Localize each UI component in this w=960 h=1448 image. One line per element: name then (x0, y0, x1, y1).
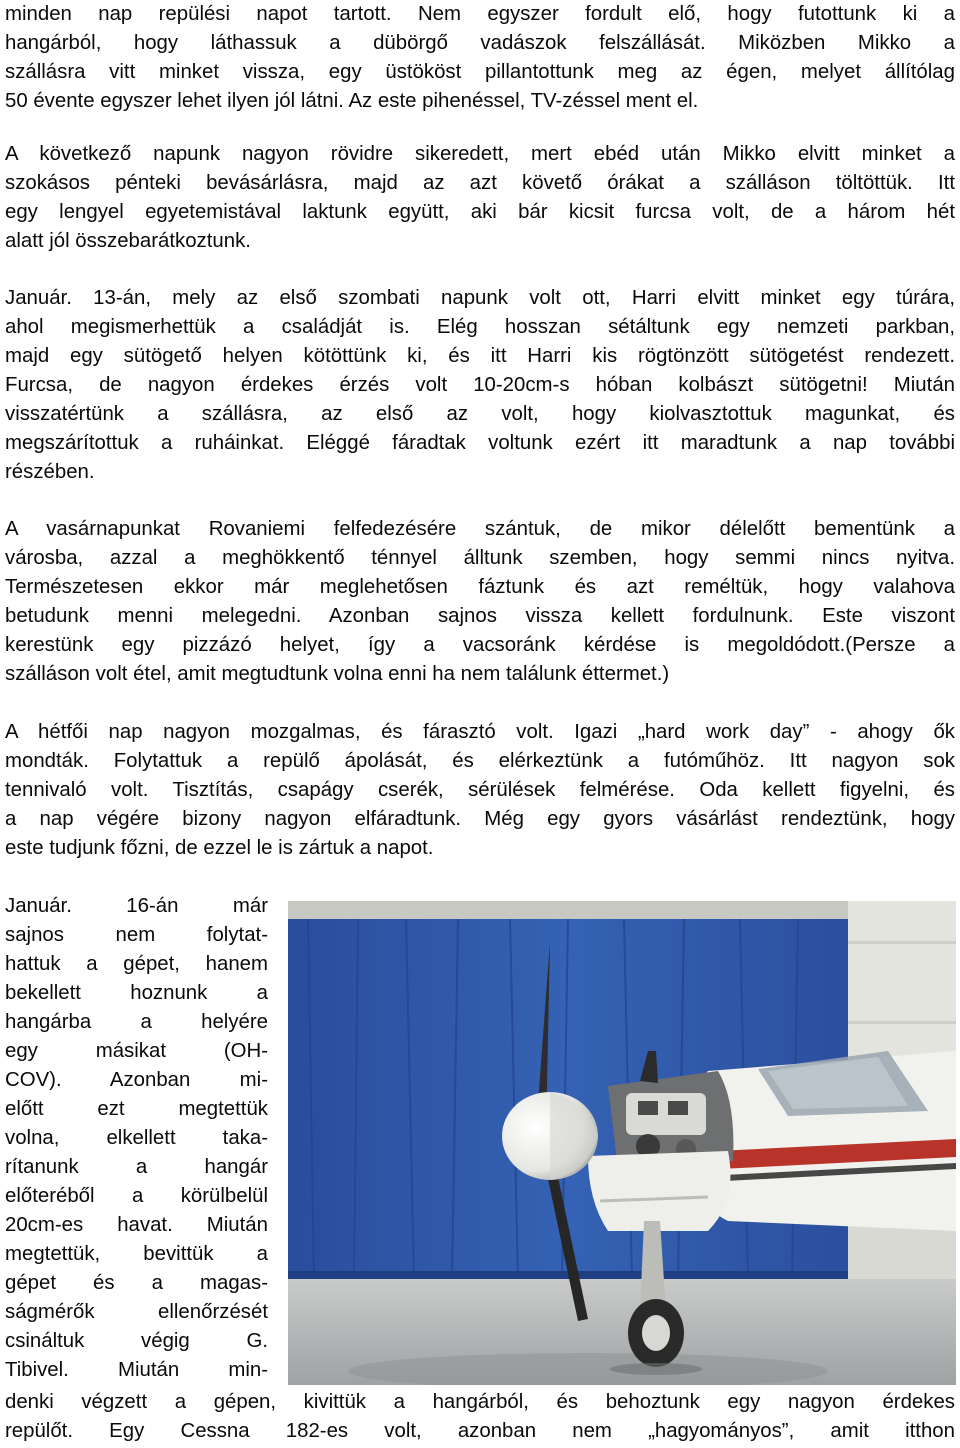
text-line: visszatértünk a szállásra, az első az volt, hogy kiolvasztottuk magunkat, és (5, 403, 955, 425)
text-line: Január. 13-án, mely az első szombati napunk volt ott, Harri elvitt minket egy túrára, (5, 287, 955, 309)
text-line: hangárból, hogy láthassuk a dübörgő vadászok felszállását. Miközben Mikko a (5, 32, 955, 54)
text-line: szokásos pénteki bevásárlásra, majd az azt követő órákat a szálláson töltöttük. Itt (5, 172, 955, 194)
text-line: Furcsa, de nagyon érdekes érzés volt 10-20cm-s hóban kolbászt sütögetni! Miután (5, 374, 955, 396)
text-line: előteréből a körülbelül (5, 1185, 268, 1207)
text-line: egy másikat (OH- (5, 1040, 268, 1062)
text-line: volna, elkellett taka- (5, 1127, 268, 1149)
hangar-aircraft-photo (288, 901, 956, 1385)
text-line: A következő napunk nagyon rövidre sikeredett, mert ebéd után Mikko elvitt minket a (5, 143, 955, 165)
text-line: majd egy sütögető helyen kötöttünk ki, és itt Harri kis rögtönzött sütögetést rendezett. (5, 345, 955, 367)
text-line: városba, azzal a meghökkentő ténnyel álltunk szemben, hogy semmi nincs nyitva. (5, 547, 955, 569)
text-line: részében. (5, 461, 95, 483)
text-line: alatt jól összebarátkoztunk. (5, 230, 251, 252)
text-line: A hétfői nap nagyon mozgalmas, és fárasztó volt. Igazi „hard work day” - ahogy ők (5, 721, 955, 743)
text-line: szállásra vitt minket vissza, egy üstököst pillantottunk meg az égen, melyet állítólag (5, 61, 955, 83)
text-line: gépet és a magas- (5, 1272, 268, 1294)
text-line: bekellett hoznunk a (5, 982, 268, 1004)
paragraph-6-continuation (5, 1388, 955, 1446)
text-line: a nap végére bizony nagyon elfáradtunk. Még egy gyors vásárlást rendeztünk, hogy (5, 808, 955, 830)
paragraph-1 (5, 0, 955, 116)
text-line: hangárba a helyére (5, 1011, 268, 1033)
text-line: denki végzett a gépen, kivittük a hangárból, és behoztunk egy nagyon érdekes (5, 1391, 955, 1413)
text-line: A vasárnapunkat Rovaniemi felfedezésére szántuk, de mikor délelőtt bementünk a (5, 518, 955, 540)
text-line: egy lengyel egyetemistával laktunk együtt, aki bár kicsit furcsa volt, de a három hét (5, 201, 955, 223)
text-line: kerestünk egy pizzázó helyet, így a vacsoránk kérdése is megoldódott.(Persze a (5, 634, 955, 656)
paragraph-4 (5, 515, 955, 689)
text-line: Tibivel. Miután min- (5, 1359, 268, 1381)
text-line: sajnos nem folytat- (5, 924, 268, 946)
text-line: minden nap repülési napot tartott. Nem egyszer fordult elő, hogy futottunk ki a (5, 3, 955, 25)
text-line: Január. 16-án már (5, 895, 268, 917)
text-line: tennivaló volt. Tisztítás, csapágy cserék, sérülések felmérése. Oda kellett figyelni, és (5, 779, 955, 801)
text-line: mondták. Folytattuk a repülő ápolását, és elérkeztünk a futóműhöz. Itt nagyon sok (5, 750, 955, 772)
text-line: csináltuk végig G. (5, 1330, 268, 1352)
paragraph-3 (5, 284, 955, 487)
text-line: este tudjunk főzni, de ezzel le is zártuk a napot. (5, 837, 434, 859)
text-line: repülőt. Egy Cessna 182-es volt, azonban nem „hagyományos”, amit itthon (5, 1420, 955, 1442)
paragraph-2 (5, 140, 955, 256)
aircraft-illustration (288, 901, 956, 1385)
paragraph-5 (5, 718, 955, 863)
wrapped-text-column (5, 892, 268, 1385)
text-line: előtt ezt megtettük (5, 1098, 268, 1120)
text-line: ságmérők ellenőrzését (5, 1301, 268, 1323)
text-line: rítanunk a hangár (5, 1156, 268, 1178)
text-line: 50 évente egyszer lehet ilyen jól látni. Az este pihenéssel, TV-zéssel ment el. (5, 90, 699, 112)
text-line: megtettük, bevittük a (5, 1243, 268, 1265)
text-line: szálláson volt étel, amit megtudtunk volna enni ha nem találunk éttermet.) (5, 663, 670, 685)
text-line: ahol megismerhettük a családját is. Elég hosszan sétáltunk egy nemzeti parkban, (5, 316, 955, 338)
text-line: betudunk menni melegedni. Azonban sajnos vissza kellett fordulnunk. Este viszont (5, 605, 955, 627)
text-line: megszárítottuk a ruháinkat. Eléggé fáradtak voltunk ezért itt maradtunk a nap további (5, 432, 955, 454)
text-line: COV). Azonban mi- (5, 1069, 268, 1091)
text-line: hattuk a gépet, hanem (5, 953, 268, 975)
text-line: 20cm-es havat. Miután (5, 1214, 268, 1236)
text-line: Természetesen ekkor már meglehetősen fáztunk és azt reméltük, hogy valahova (5, 576, 955, 598)
